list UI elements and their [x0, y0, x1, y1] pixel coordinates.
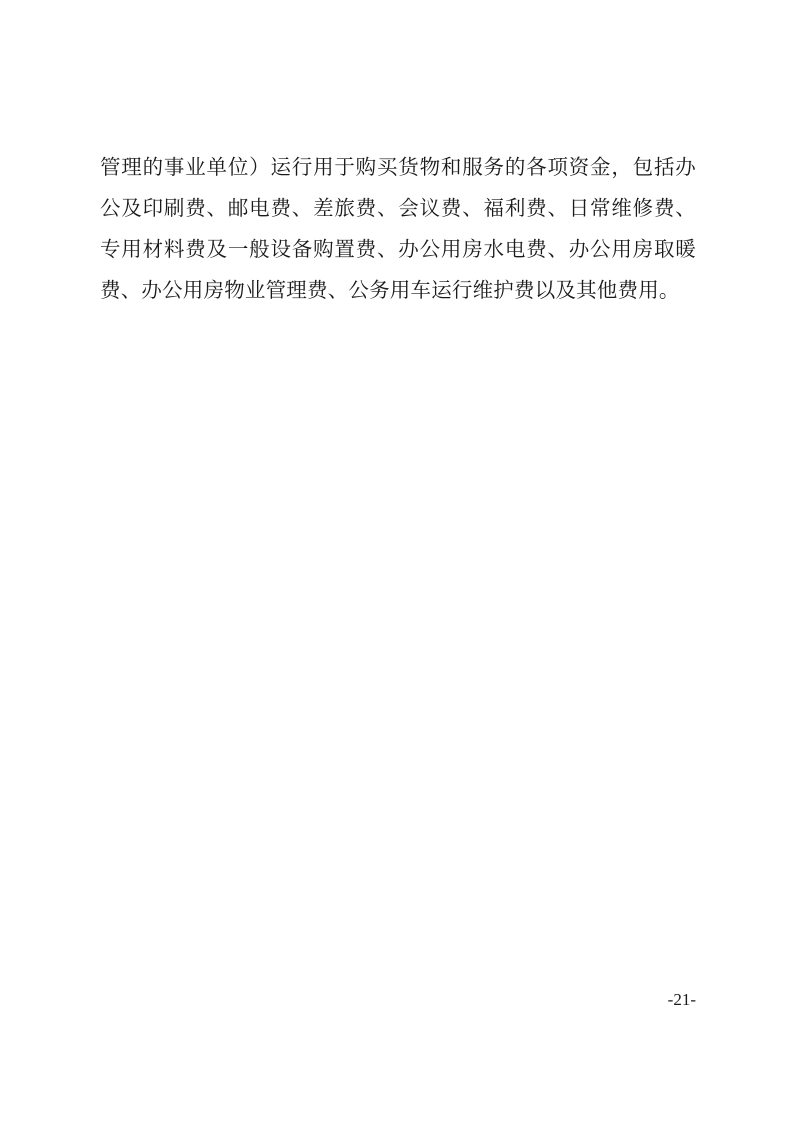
body-paragraph: 管理的事业单位）运行用于购买货物和服务的各项资金，包括办公及印刷费、邮电费、差旅费、会议费、福利费、日常维修费、专用材料费及一般设备购置费、办公用房水电费、办公用房取暖费、办公用房物业管理费、公务用车运行维护费以及其他费用。 — [100, 157, 696, 302]
page-number: -21- — [667, 990, 696, 1009]
